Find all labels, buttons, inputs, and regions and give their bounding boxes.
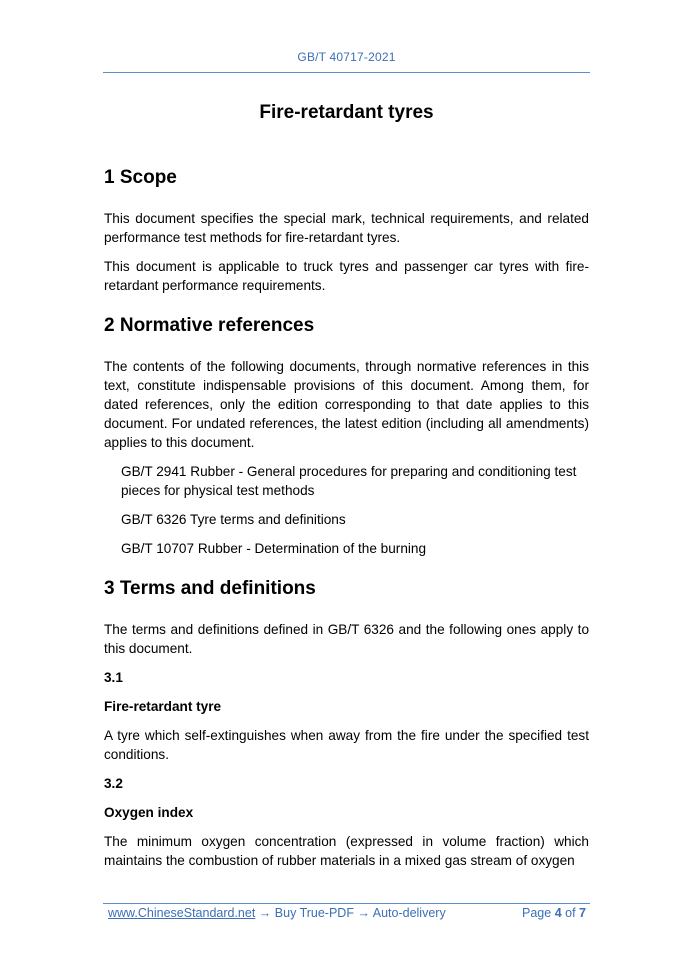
normative-heading: 2 Normative references [104, 315, 315, 336]
term-definition: The minimum oxygen concentration (expressed in volume fraction) which maintains the combustion of rubber materials in a mixed gas stream of oxygen [104, 834, 589, 868]
page-label: Page [522, 906, 552, 920]
document-body [104, 166, 589, 870]
document-title: Fire-retardant tyres [259, 102, 434, 123]
header-rule [103, 72, 590, 73]
term-definition: A tyre which self-extinguishes when away from the fire under the specified test conditions. [104, 728, 589, 762]
scope-heading: 1 Scope [104, 167, 177, 188]
terms-heading: 3 Terms and definitions [104, 578, 316, 599]
of-label: of [565, 906, 576, 920]
reference-item: GB/T 10707 Rubber - Determination of the burning [121, 541, 427, 556]
header-doc-code: GB/T 40717-2021 [297, 50, 396, 64]
scope-paragraph-2: This document is applicable to truck tyres and passenger car tyres with fire-retardant performance requirements. [104, 259, 589, 293]
buy-pdf-link[interactable]: Buy True-PDF [274, 906, 354, 920]
terms-intro: The terms and definitions defined in GB/T 6326 and the following ones apply to this document. [104, 622, 589, 656]
reference-item: GB/T 6326 Tyre terms and definitions [121, 512, 346, 527]
normative-intro: The contents of the following documents, through normative references in this text, constitute indispensable provisions of this document. Among them, for dated references, only the edition corresponding to that date applies to this document. For undated references, the latest edition (including all amendments) applies to this document. [104, 359, 589, 450]
scope-paragraph-1: This document specifies the special mark, technical requirements, and related performance test methods for fire-retardant tyres. [104, 211, 589, 245]
page-indicator [522, 906, 586, 920]
website-link[interactable]: www.ChineseStandard.net [108, 906, 256, 920]
arrow-icon: → [258, 906, 272, 920]
term-number: 3.1 [104, 670, 123, 685]
footer-rule [103, 903, 590, 904]
term-number: 3.2 [104, 776, 123, 791]
auto-delivery-text: Auto-delivery [372, 906, 446, 920]
arrow-icon: → [357, 906, 370, 920]
reference-item: GB/T 2941 Rubber - General procedures for preparing and conditioning test pieces for physical test methods [121, 464, 577, 498]
term-name: Fire-retardant tyre [104, 699, 222, 714]
total-pages: 7 [579, 906, 586, 920]
page-number: 4 [554, 906, 562, 920]
term-name: Oxygen index [104, 805, 194, 820]
footer [108, 906, 586, 920]
footer-links [108, 906, 446, 920]
